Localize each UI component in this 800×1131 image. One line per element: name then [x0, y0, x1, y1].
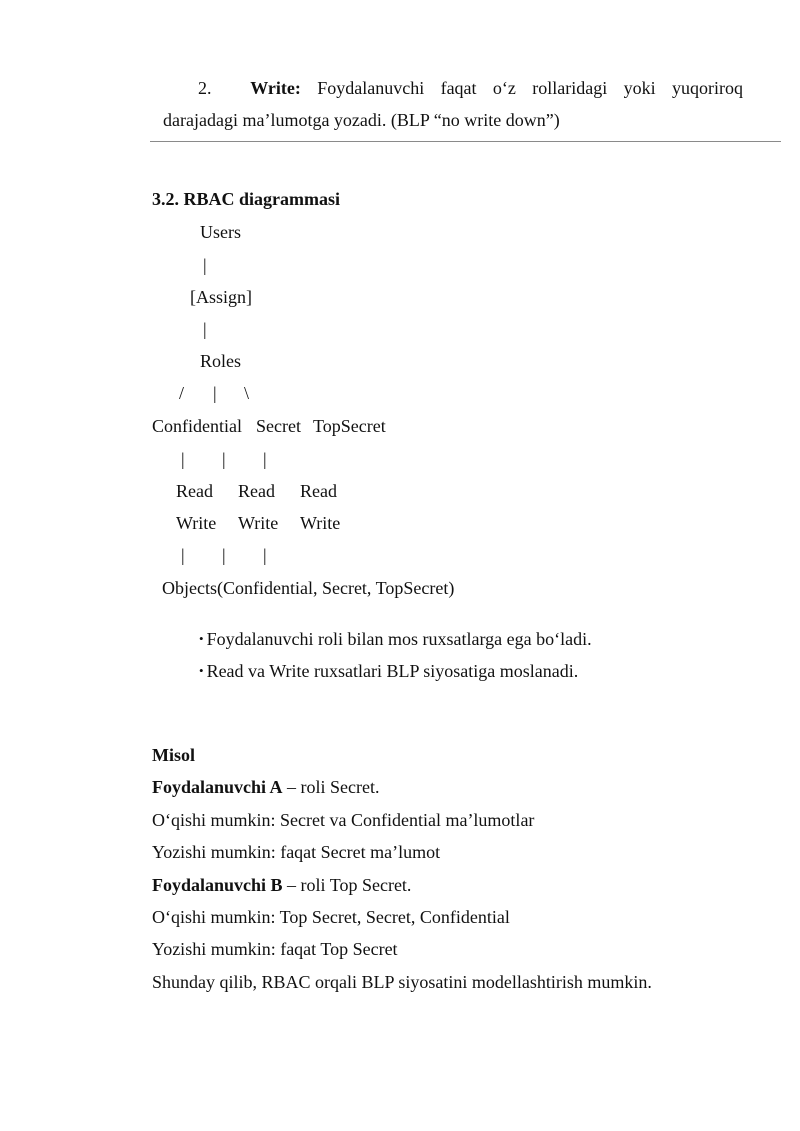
diagram-branch-right: \	[244, 383, 250, 403]
diagram-connector: |	[222, 449, 226, 469]
diagram-write: Write	[176, 513, 217, 533]
diagram-connector: |	[263, 545, 267, 565]
diagram-role-confidential: Confidential	[152, 416, 242, 436]
user-b-write: Yozishi mumkin: faqat Top Secret	[152, 939, 398, 959]
diagram-read: Read	[176, 481, 213, 501]
user-a-name: Foydalanuvchi A	[152, 777, 283, 797]
diagram-connector: |	[222, 545, 226, 565]
misol-heading: Misol	[152, 745, 195, 765]
user-a-read: O‘qishi mumkin: Secret va Confidential ma’lumotlar	[152, 810, 535, 830]
bullet-text: Read va Write ruxsatlari BLP siyosatiga moslanadi.	[206, 661, 579, 681]
diagram-write: Write	[300, 513, 341, 533]
user-b-read: O‘qishi mumkin: Top Secret, Secret, Confidential	[152, 907, 510, 927]
bullet-text: Foydalanuvchi roli bilan mos ruxsatlarga ega bo‘ladi.	[206, 629, 592, 649]
user-a-role: – roli Secret.	[282, 777, 380, 797]
diagram-read: Read	[238, 481, 275, 501]
item2-word: yuqoriroq	[671, 78, 743, 98]
user-b-role: – roli Top Secret.	[282, 875, 412, 895]
diagram-objects: Objects(Confidential, Secret, TopSecret)	[162, 578, 455, 598]
diagram-branch-left: /	[179, 383, 185, 403]
user-b-name: Foydalanuvchi B	[152, 875, 283, 895]
item2-word: yoki	[623, 78, 656, 98]
diagram-role-topsecret: TopSecret	[313, 416, 386, 436]
diagram-assign: [Assign]	[190, 287, 252, 307]
horizontal-rule	[150, 141, 781, 142]
user-a-line	[152, 778, 380, 796]
section-heading: 3.2. RBAC diagrammasi	[152, 189, 340, 209]
item2-number: 2.	[198, 78, 212, 98]
diagram-role-secret: Secret	[256, 416, 301, 436]
item2-word: Foydalanuvchi	[317, 78, 425, 98]
diagram-connector: |	[263, 449, 267, 469]
diagram-connector: |	[181, 449, 185, 469]
diagram-connector: |	[181, 545, 185, 565]
diagram-users: Users	[200, 222, 241, 242]
user-a-write: Yozishi mumkin: faqat Secret ma’lumot	[152, 842, 441, 862]
item2-word: rollaridagi	[532, 78, 608, 98]
item2-word: faqat	[440, 78, 477, 98]
user-b-line	[152, 876, 411, 894]
diagram-write: Write	[238, 513, 279, 533]
bullet-icon: •	[199, 631, 204, 646]
diagram-read: Read	[300, 481, 337, 501]
bullet-item	[199, 630, 592, 648]
bullet-item	[199, 662, 578, 680]
diagram-connector: |	[203, 319, 207, 339]
item2-write-label: Write:	[250, 78, 301, 98]
item2-line1	[198, 79, 743, 97]
diagram-connector: |	[203, 255, 207, 275]
conclusion-text: Shunday qilib, RBAC orqali BLP siyosatini modellashtirish mumkin.	[152, 972, 652, 992]
item2-word: o‘z	[492, 78, 516, 98]
item2-line2: darajadagi ma’lumotga yozadi. (BLP “no write down”)	[163, 110, 560, 130]
diagram-branch-middle: |	[213, 383, 217, 403]
bullet-icon: •	[199, 663, 204, 678]
diagram-roles: Roles	[200, 351, 242, 371]
